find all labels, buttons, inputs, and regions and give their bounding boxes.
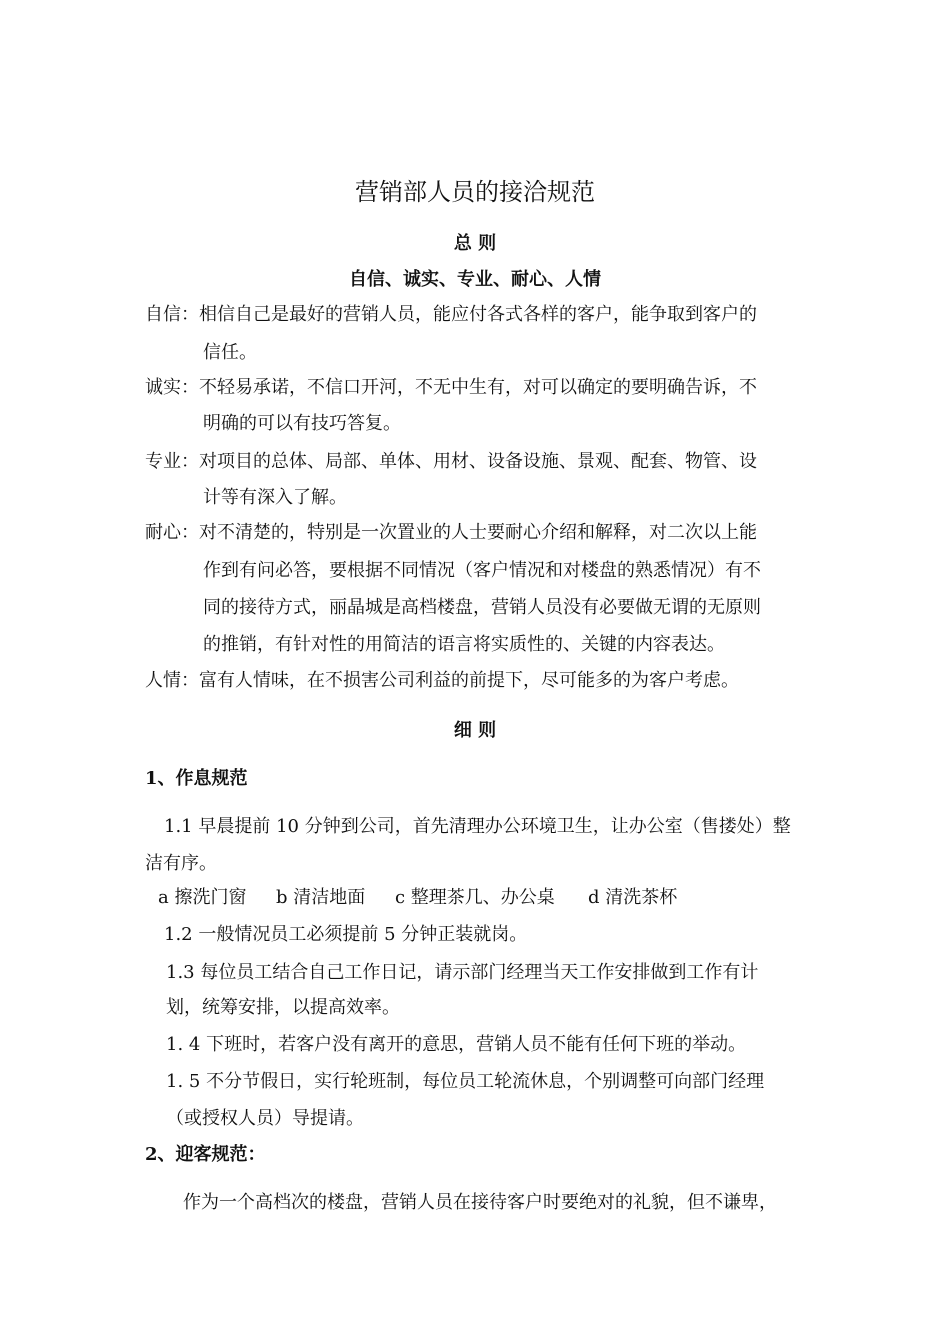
detail-rules-heading: 细 则 (453, 720, 497, 741)
general-rules-heading: 总 则 (453, 233, 497, 254)
rule-1-5: 1. 5 不分节假日，实行轮班制，每位员工轮流休息，个别调整可向部门经理 (166, 1071, 765, 1092)
task-item: a 擦洗门窗 (158, 887, 247, 908)
definition-honesty: 诚实：不轻易承诺，不信口开河，不无中生有，对可以确定的要明确告诉，不 (145, 377, 757, 398)
definition-humanity: 人情：富有人情味，在不损害公司利益的前提下，尽可能多的为客户考虑。 (145, 670, 739, 691)
definition-patience-cont-3: 的推销，有针对性的用简洁的语言将实质性的、关键的内容表达。 (203, 634, 725, 655)
rule-1-1: 1.1 早晨提前 10 分钟到公司，首先清理办公环境卫生，让办公室（售搂处）整 (164, 816, 791, 837)
section-2-paragraph: 作为一个高档次的楼盘，营销人员在接待客户时要绝对的礼貌，但不谦卑， (183, 1192, 777, 1213)
document-title: 营销部人员的接洽规范 (355, 178, 595, 206)
task-item: b 清洁地面 (276, 887, 366, 908)
definition-patience-cont-2: 同的接待方式，丽晶城是高档楼盘，营销人员没有必要做无谓的无原则 (203, 597, 761, 618)
rule-1-2: 1.2 一般情况员工必须提前 5 分钟正装就岗。 (164, 924, 528, 945)
definition-patience: 耐心：对不清楚的，特别是一次置业的人士要耐心介绍和解释，对二次以上能 (145, 522, 757, 543)
definition-patience-cont-1: 作到有问必答，要根据不同情况（客户情况和对楼盘的熟悉情况）有不 (203, 560, 761, 581)
definition-honesty-cont: 明确的可以有技巧答复。 (203, 413, 401, 434)
definition-confidence-cont: 信任。 (203, 342, 257, 363)
section-2-heading: 2、迎客规范： (145, 1144, 266, 1165)
rule-1-5-cont: （或授权人员）导提请。 (166, 1108, 364, 1129)
rule-1-4: 1. 4 下班时，若客户没有离开的意思，营销人员不能有任何下班的举动。 (166, 1034, 747, 1055)
rule-1-3: 1.3 每位员工结合自己工作日记，请示部门经理当天工作安排做到工作有计 (166, 962, 759, 983)
principles-heading: 自信、诚实、专业、耐心、人情 (349, 269, 601, 290)
definition-confidence: 自信：相信自己是最好的营销人员，能应付各式各样的客户，能争取到客户的 (145, 304, 757, 325)
definition-professional: 专业：对项目的总体、局部、单体、用材、设备设施、景观、配套、物管、设 (145, 451, 757, 472)
task-item: c 整理茶几、办公桌 (395, 887, 555, 908)
rule-1-3-cont: 划，统筹安排，以提高效率。 (166, 997, 400, 1018)
section-1-heading: 1、作息规范 (145, 768, 248, 789)
task-item: d 清洗茶杯 (588, 887, 678, 908)
rule-1-1-cont: 洁有序。 (145, 853, 217, 874)
definition-professional-cont: 计等有深入了解。 (203, 487, 347, 508)
